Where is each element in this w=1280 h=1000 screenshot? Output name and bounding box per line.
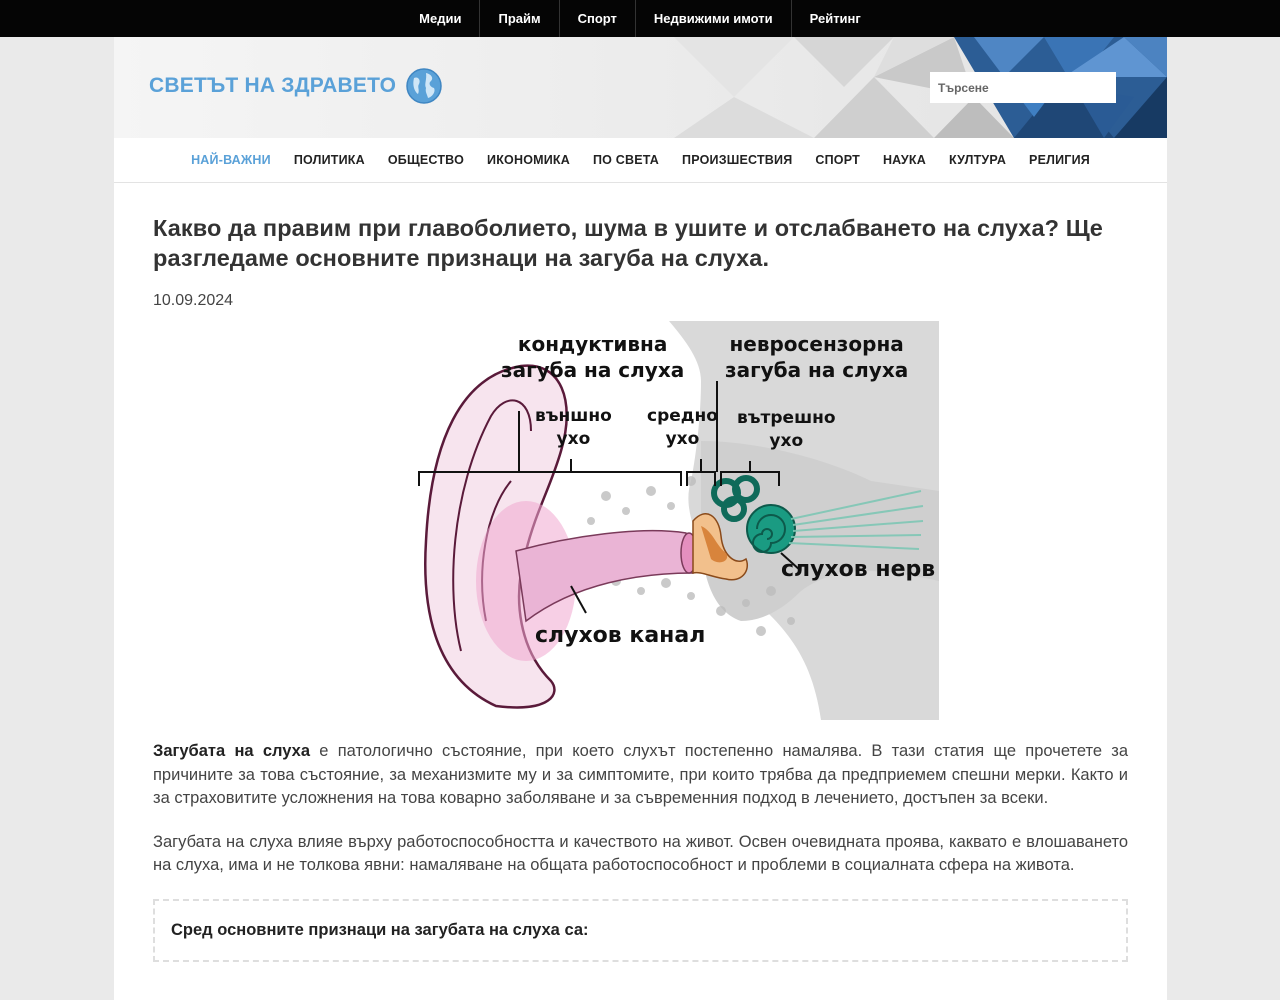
label-neuro-1: невросензорна (729, 332, 904, 356)
nav-item-incidents[interactable]: ПРОИЗШЕСТВИЯ (682, 153, 793, 167)
label-middle-2: ухо (665, 429, 700, 449)
site-header (114, 37, 1167, 138)
label-inner-1: вътрешно (737, 408, 836, 428)
label-outer-2: ухо (556, 429, 591, 449)
main-nav (114, 138, 1167, 183)
logo-text: СВЕТЪТ НА ЗДРАВЕТО (149, 74, 397, 97)
label-auditory-nerve: слухов нерв (781, 557, 936, 582)
search-input[interactable] (930, 72, 1116, 103)
nav-item-culture[interactable]: КУЛТУРА (948, 153, 1007, 167)
topbar-link-sport[interactable]: Спорт (560, 0, 636, 37)
label-conductive-1: кондуктивна (517, 332, 668, 356)
topbar-link-rating[interactable]: Рейтинг (809, 11, 861, 26)
topbar-link-prime[interactable]: Прайм (480, 0, 559, 37)
article-date: 10.09.2024 (153, 292, 234, 309)
topbar-link-real-estate[interactable]: Недвижими имоти (636, 0, 792, 37)
label-neuro-2: загуба на слуха (725, 358, 909, 382)
paragraph-1-text: е патологично състояние, при което слухът постепенно намалява. В тази статия ще прочетете за причините за това състояние, за механизмите му и за симптомите, при които трябва да предприемем спешни мерки. Както и за страховитите усложнения на това коварно заболяване и за съвременния подход в лечението, достъпен за всеки. (153, 742, 1129, 807)
article (114, 213, 1167, 962)
site-logo[interactable] (149, 68, 442, 104)
globe-icon (406, 68, 442, 104)
topbar-link-media[interactable]: Медии (401, 0, 480, 37)
nav-item-top[interactable]: НАЙ-ВАЖНИ (191, 153, 271, 167)
top-bar (0, 0, 1280, 37)
nav-item-world[interactable]: ПО СВЕТА (592, 153, 660, 167)
nav-item-sport[interactable]: СПОРТ (815, 153, 860, 167)
article-paragraph-2: Загубата на слуха влияе върху работоспособността и качеството на живот. Освен очевидната проява, каквато е влошаването на слуха, има и не толкова явни: намаляване на общата работоспособност и проблеми в социалната сфера на живота. (153, 832, 1128, 874)
ear-diagram-image (401, 321, 939, 720)
label-ear-canal: слухов канал (535, 623, 706, 648)
nav-item-science[interactable]: НАУКА (882, 153, 926, 167)
label-middle-1: средно (647, 406, 718, 426)
symptoms-box-title: Сред основните признаци на загубата на слуха са: (171, 920, 589, 939)
symptoms-box (153, 899, 1128, 962)
nav-item-politics[interactable]: ПОЛИТИКА (293, 153, 365, 167)
label-inner-2: ухо (769, 431, 804, 451)
article-paragraph-1 (153, 740, 1128, 811)
nav-item-economy[interactable]: ИКОНОМИКА (487, 153, 570, 167)
label-conductive-2: загуба на слуха (501, 358, 685, 382)
nav-item-religion[interactable]: РЕЛИГИЯ (1029, 153, 1090, 167)
article-title: Какво да правим при главоболието, шума в ушите и отслабването на слуха? Ще разгледаме основните признаци на загуба на слуха. (153, 215, 1103, 271)
label-outer-1: външно (535, 406, 612, 426)
nav-item-society[interactable]: ОБЩЕСТВО (387, 153, 465, 167)
page-container (114, 37, 1167, 1000)
paragraph-1-bold: Загубата на слуха (153, 742, 311, 760)
